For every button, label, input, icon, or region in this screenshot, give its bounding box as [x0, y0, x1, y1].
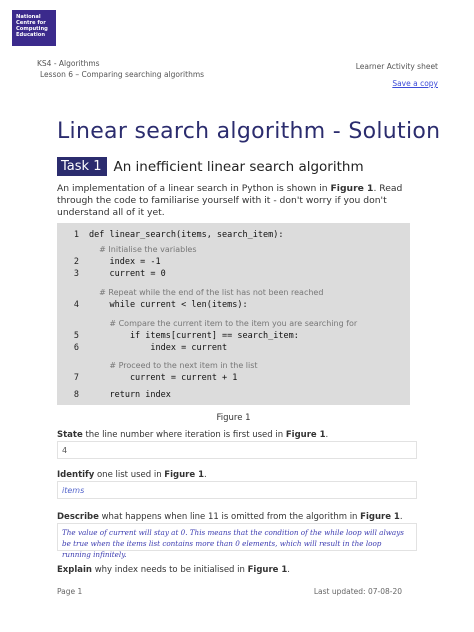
code-comment-line	[57, 244, 410, 256]
line-number: 1	[73, 230, 79, 240]
answer-3-field[interactable]: The value of current will stay at 0. This means that the condition of the while loop will always be true when the items list contains more than 0 elements, which will result in the loop running infinitely.	[57, 523, 417, 551]
logo-line: Centre for	[16, 20, 46, 26]
answer-1-field[interactable]: 4	[57, 441, 417, 459]
code-text: def linear_search(items, search_item):	[89, 230, 284, 240]
logo-line: National	[16, 14, 41, 20]
question-1	[57, 430, 328, 440]
code-line	[57, 256, 410, 268]
question-end: .	[287, 565, 290, 575]
code-comment-line	[57, 318, 410, 330]
question-end: .	[325, 430, 329, 440]
question-figure-ref: Figure 1	[360, 512, 400, 522]
code-comment-line	[57, 287, 410, 299]
code-text: current = current + 1	[89, 373, 238, 383]
code-line	[57, 389, 410, 401]
line-number: 6	[73, 343, 79, 353]
code-text: # Initialise the variables	[89, 245, 197, 254]
logo-line: Education	[16, 32, 46, 38]
question-3	[57, 512, 403, 522]
question-figure-ref: Figure 1	[285, 430, 326, 440]
line-number: 3	[73, 269, 79, 279]
code-text: return index	[89, 390, 171, 400]
code-block	[57, 223, 410, 405]
code-line	[57, 342, 410, 354]
line-number: 5	[73, 331, 79, 341]
lesson-label: Lesson 6 – Comparing searching algorithms	[40, 70, 205, 79]
question-figure-ref: Figure 1	[164, 470, 204, 480]
figure-caption: Figure 1	[216, 413, 251, 423]
question-text: what happens when line 11 is omitted from the algorithm in	[98, 512, 361, 522]
ncce-logo	[12, 10, 56, 46]
page-title: Linear search algorithm - Solution	[57, 119, 441, 144]
line-number: 2	[73, 257, 79, 267]
code-text: # Repeat while the end of the list has not been reached	[89, 288, 324, 297]
answer-2-field[interactable]: items	[57, 481, 417, 499]
question-4	[57, 565, 290, 575]
intro-figure-ref: Figure 1	[330, 183, 374, 194]
question-verb: Explain	[57, 565, 92, 575]
line-number: 4	[73, 300, 79, 310]
task-title: An inefficient linear search algorithm	[113, 158, 364, 175]
sheet-type-label: Learner Activity sheet	[355, 62, 438, 71]
code-text: # Proceed to the next item in the list	[89, 361, 258, 370]
question-verb: Identify	[57, 470, 95, 480]
code-line	[57, 299, 410, 311]
task-tag: Task 1	[57, 157, 107, 176]
intro-text: . Read through the code to familiarise yourself with it - don't worry if you don't understand all of it yet.	[57, 183, 403, 218]
header-breadcrumb	[37, 58, 204, 80]
header-actions	[356, 58, 438, 92]
question-text: why index needs to be initialised in	[92, 565, 248, 575]
question-2	[57, 470, 207, 480]
intro-paragraph	[57, 183, 417, 219]
question-text: the line number where iteration is first used in	[82, 430, 286, 440]
line-number: 7	[73, 373, 79, 383]
task-heading	[57, 157, 364, 176]
question-end: .	[203, 470, 207, 480]
code-text: # Compare the current item to the item you are searching for	[89, 319, 358, 328]
question-text: one list used in	[94, 470, 165, 480]
code-line	[57, 330, 410, 342]
code-line	[57, 229, 410, 241]
code-text: current = 0	[89, 269, 166, 279]
question-figure-ref: Figure 1	[247, 565, 288, 575]
save-copy-link[interactable]: Save a copy	[392, 79, 438, 88]
page-number: Page 1	[57, 587, 83, 596]
question-verb: State	[57, 430, 83, 440]
code-text: if items[current] == search_item:	[89, 331, 299, 341]
code-text: index = current	[89, 343, 228, 353]
code-comment-line	[57, 360, 410, 372]
code-line	[57, 268, 410, 280]
intro-text: An implementation of a linear search in Python is shown in	[57, 183, 331, 194]
code-line	[57, 372, 410, 384]
question-end: .	[399, 512, 403, 522]
code-text: while current < len(items):	[89, 300, 248, 310]
code-text: index = -1	[89, 257, 161, 267]
last-updated: Last updated: 07-08-20	[313, 587, 402, 596]
line-number: 8	[73, 390, 79, 400]
question-verb: Describe	[57, 512, 99, 522]
logo-line: Computing	[16, 26, 48, 32]
course-label: KS4 - Algorithms	[37, 59, 100, 68]
